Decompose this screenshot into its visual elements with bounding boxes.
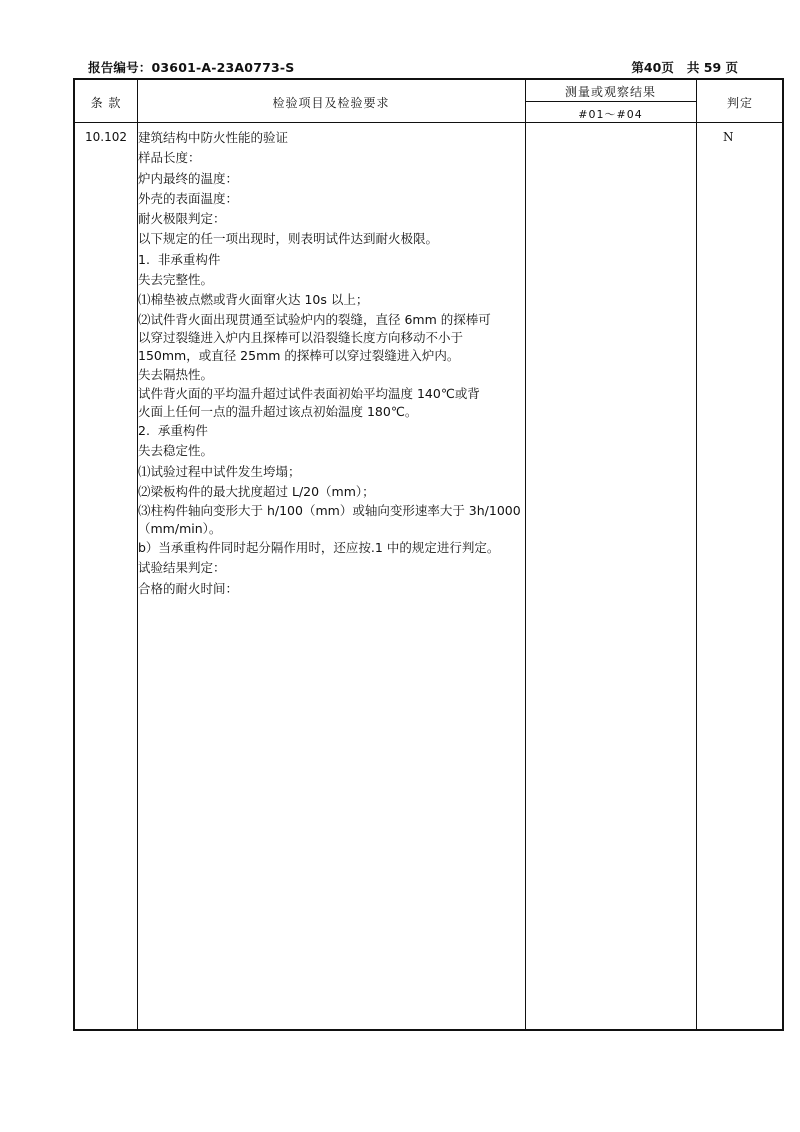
text-line: 外壳的表面温度： (138, 190, 239, 206)
text-line: 以下规定的任一项出现时，则表明试件达到耐火极限。 (138, 231, 439, 247)
text-line: 耐火极限判定： (138, 211, 226, 227)
requirements-text (138, 128, 523, 599)
text-line: ⑶柱构件轴向变形大于 h/100（mm）或轴向变形速率大于 3h/1000 (138, 503, 521, 519)
text-line: 2. 承重构件 (138, 422, 208, 438)
header-results-sub: #01～#04 (578, 108, 643, 121)
text-line: ⑴试验过程中试件发生垮塌； (138, 463, 301, 479)
text-line: ⑵试件背火面出现贯通至试验炉内的裂缝，直径 6mm 的探棒可 (138, 311, 491, 327)
header-clause: 条 款 (90, 96, 122, 110)
text-line: 样品长度： (138, 150, 201, 166)
text-line: 火面上任何一点的温升超过该点初始温度 180℃。 (138, 403, 418, 419)
text-line: 1. 非承重构件 (138, 251, 221, 267)
text-line: 以穿过裂缝进入炉内且探棒可以沿裂缝长度方向移动不小于 (138, 329, 464, 345)
text-line: 失去稳定性。 (138, 443, 214, 459)
text-line: 150mm，或直径 25mm 的探棒可以穿过裂缝进入炉内。 (138, 347, 460, 363)
header-items: 检验项目及检验要求 (272, 96, 390, 110)
text-line: 失去完整性。 (138, 272, 214, 288)
text-line: b）当承重构件同时起分隔作用时，还应按.1 中的规定进行判定。 (138, 540, 500, 556)
verdict-value: N (723, 130, 734, 144)
inspection-table (73, 78, 784, 1031)
page-indicator (631, 58, 738, 76)
col-divider-items (525, 80, 526, 1029)
text-line: （mm/min）。 (138, 521, 222, 537)
text-line: ⑵梁板构件的最大扰度超过 L/20（mm）； (138, 483, 375, 499)
text-line: 建筑结构中防火性能的验证 (138, 130, 289, 145)
col-divider-results (696, 80, 697, 1029)
report-number: 报告编号：03601-A-23A0773-S (88, 60, 295, 75)
text-line: 炉内最终的温度： (138, 170, 239, 186)
clause-number: 10.102 (85, 130, 127, 144)
text-line: 失去隔热性。 (138, 366, 214, 382)
page-total: 共 59 页 (686, 60, 738, 75)
text-line: ⑴棉垫被点燃或背火面窜火达 10s 以上； (138, 292, 369, 308)
text-line: 试件背火面的平均温升超过试件表面初始平均温度 140℃或背 (138, 385, 480, 401)
text-line: 合格的耐火时间： (138, 580, 239, 596)
page-current: 第40页 (631, 60, 674, 75)
text-line: 试验结果判定： (138, 560, 226, 576)
header-results: 测量或观察结果 (564, 85, 656, 99)
header-bottom-rule (75, 122, 782, 123)
results-sub-rule (525, 101, 696, 102)
header-verdict: 判定 (726, 96, 753, 110)
page-header (88, 58, 738, 76)
